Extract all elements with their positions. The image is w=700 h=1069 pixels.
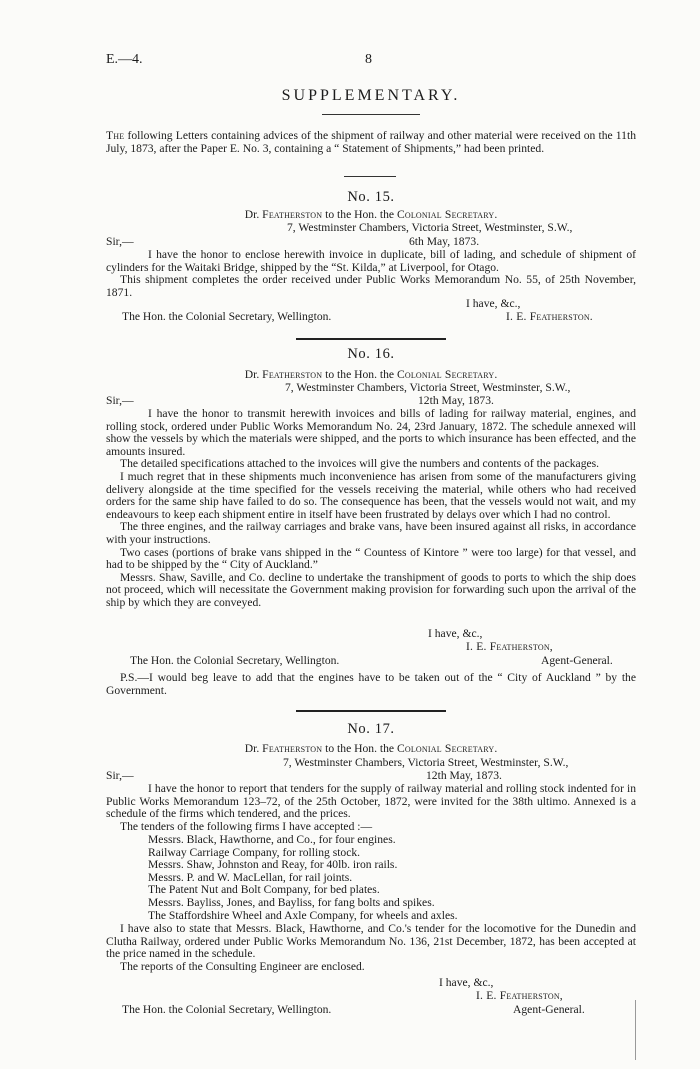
letter-paragraph: The reports of the Consulting Engineer are enclosed. (120, 959, 365, 973)
letter-salutation: Sir,— (106, 769, 134, 782)
page-number: 8 (365, 52, 372, 67)
letter-from-to (106, 209, 636, 222)
intro-paragraph (106, 130, 636, 155)
letter-signature: I. E. Featherston, (476, 989, 563, 1002)
firms-list (148, 834, 458, 922)
letter-paragraph: I have the honor to report that tenders for the supply of railway material and rolling stock indented for in Public Works Memorandum 123–72, of the 25th October, 1872, were invited for the 38th ultimo. Annexed is a schedule of the firms which tendered, and the prices. (106, 782, 636, 821)
letter-paragraph: I much regret that in these shipments much inconvenience has arisen from some of the manufacturers giving delivery alongside at the time specified for the vessels receiving the material, while others who had received orders for the same ship have failed to do so. The consequence has been, that the vessels would not wait, and my endeavours to keep each shipment entire in itself have been frustrated by delays over which I had no control. (106, 469, 636, 521)
letter-signature: I. E. Featherston, (466, 640, 553, 653)
letter-closing: I have, &c., (466, 297, 521, 310)
letter-paragraph: The three engines, and the railway carriages and brake vans, have been insured against all risks, in accordance with your instructions. (106, 520, 636, 546)
page-ref: E.—4. (106, 52, 143, 67)
letter-address: 7, Westminster Chambers, Victoria Street, Westminster, S.W., (287, 221, 573, 234)
letter-address: 7, Westminster Chambers, Victoria Street, Westminster, S.W., (285, 381, 571, 394)
letter-agent-title: Agent-General. (541, 654, 613, 667)
letter-date: 12th May, 1873. (426, 769, 502, 782)
letter-date: 12th May, 1873. (418, 394, 494, 407)
intro-rule (344, 176, 396, 177)
letter-postscript (106, 672, 636, 697)
intro-text: following Letters containing advices of the shipment of railway and other material were received on the 11th July, 1873, after the Paper E. No. 3, containing a “ Statement of Shipments,” had been printed. (106, 129, 636, 155)
section-rule (296, 710, 446, 712)
letter-number: No. 16. (347, 346, 395, 362)
letter-closing: I have, &c., (439, 976, 494, 989)
list-item: Messrs. P. and W. MacLellan, for rail joints. (148, 870, 353, 884)
letter-agent-title: Agent-General. (513, 1003, 585, 1016)
letter-number: No. 17. (347, 721, 395, 737)
letter-paragraph: I have the honor to transmit herewith invoices and bills of lading for railway material, engines, and rolling stock, ordered under Public Works Memorandum No. 24, 23rd January, 1872. The schedule annexed will show the vessels by which the materials were shipped, and the ports to which insurance has been effected, and the amounts insured. (106, 407, 636, 458)
letter-body-continued (106, 923, 636, 973)
to-text: to the Hon. the (322, 742, 397, 755)
from-to-period: . (494, 742, 498, 755)
letter-salutation: Sir,— (106, 235, 134, 248)
from-prefix: Dr. (244, 208, 263, 221)
list-item: Messrs. Black, Hawthorne, and Co., for four engines. (148, 833, 396, 846)
letter-paragraph: This shipment completes the order received under Public Works Memorandum No. 55, of 25th November, 1871. (106, 273, 636, 299)
letter-paragraph: Messrs. Shaw, Saville, and Co. decline to undertake the transhipment of goods to ports to which the ship does not proceed, which will necessitate the Government making provision for forwarding such upon the arrival of the ship by which they are conveyed. (106, 570, 636, 609)
scan-edge-mark (635, 1000, 636, 1060)
letter-addressee: The Hon. the Colonial Secretary, Wellington. (122, 310, 332, 323)
letter-address: 7, Westminster Chambers, Victoria Street, Westminster, S.W., (283, 756, 569, 769)
recipient-title: Colonial Secretary (396, 742, 495, 755)
list-item: Messrs. Shaw, Johnston and Reay, for 40lb. iron rails. (148, 858, 398, 872)
page-title: SUPPLEMENTARY. (281, 87, 461, 104)
recipient-title: Colonial Secretary (396, 368, 495, 381)
list-item: The Patent Nut and Bolt Company, for bed plates. (148, 883, 380, 897)
list-item: The Staffordshire Wheel and Axle Company, for wheels and axles. (148, 908, 458, 922)
letter-paragraph: Two cases (portions of brake vans shipped in the “ Countess of Kintore ” were too large) for that vessel, and had to be shipped by the “ City of Auckland.” (106, 545, 636, 572)
letter-paragraph: The detailed specifications attached to the invoices will give the numbers and contents of the packages. (120, 457, 600, 471)
from-prefix: Dr. (244, 742, 263, 755)
sender-name: Featherston (262, 208, 323, 221)
letter-paragraph: I have the honor to enclose herewith invoice in duplicate, bill of lading, and schedule of shipment of cylinders for the Waitaki Bridge, shipped by the “St. Kilda,” at Liverpool, for Otago. (106, 248, 636, 274)
letter-from-to (106, 743, 636, 756)
from-to-period: . (494, 368, 498, 381)
letter-number: No. 15. (347, 189, 395, 205)
list-item: Messrs. Bayliss, Jones, and Bayliss, for fang bolts and spikes. (148, 895, 435, 909)
letter-salutation: Sir,— (106, 394, 134, 407)
letter-addressee: The Hon. the Colonial Secretary, Wellington. (122, 1003, 332, 1016)
postscript-text: P.S.—I would beg leave to add that the engines have to be taken out of the “ City of Auckland ” by the Government. (106, 671, 636, 697)
letter-paragraph: I have also to state that Messrs. Black, Hawthorne, and Co.'s tender for the locomotive for the Dunedin and Clutha Railway, ordered under Public Works Memorandum No. 136, 21st December, 1872, has been accepted at the price named in the schedule. (106, 922, 636, 961)
letter-body (106, 408, 636, 610)
letter-body (106, 783, 636, 833)
to-text: to the Hon. the (322, 208, 397, 221)
letter-body (106, 249, 636, 299)
letter-date: 6th May, 1873. (409, 235, 480, 248)
section-rule (296, 338, 446, 340)
sender-name: Featherston (262, 742, 323, 755)
sender-name: Featherston (262, 368, 323, 381)
to-text: to the Hon. the (322, 368, 397, 381)
letter-signature: I. E. Featherston. (506, 310, 593, 323)
from-to-period: . (494, 208, 498, 221)
letter-addressee: The Hon. the Colonial Secretary, Wellington. (130, 654, 340, 667)
intro-lead: The (106, 129, 125, 142)
list-item: Railway Carriage Company, for rolling stock. (148, 845, 361, 859)
title-rule (322, 114, 420, 115)
recipient-title: Colonial Secretary (396, 208, 495, 221)
from-prefix: Dr. (244, 368, 263, 381)
letter-paragraph: The tenders of the following firms I have accepted :— (120, 819, 373, 833)
letter-from-to (106, 369, 636, 382)
letter-closing: I have, &c., (428, 627, 483, 640)
